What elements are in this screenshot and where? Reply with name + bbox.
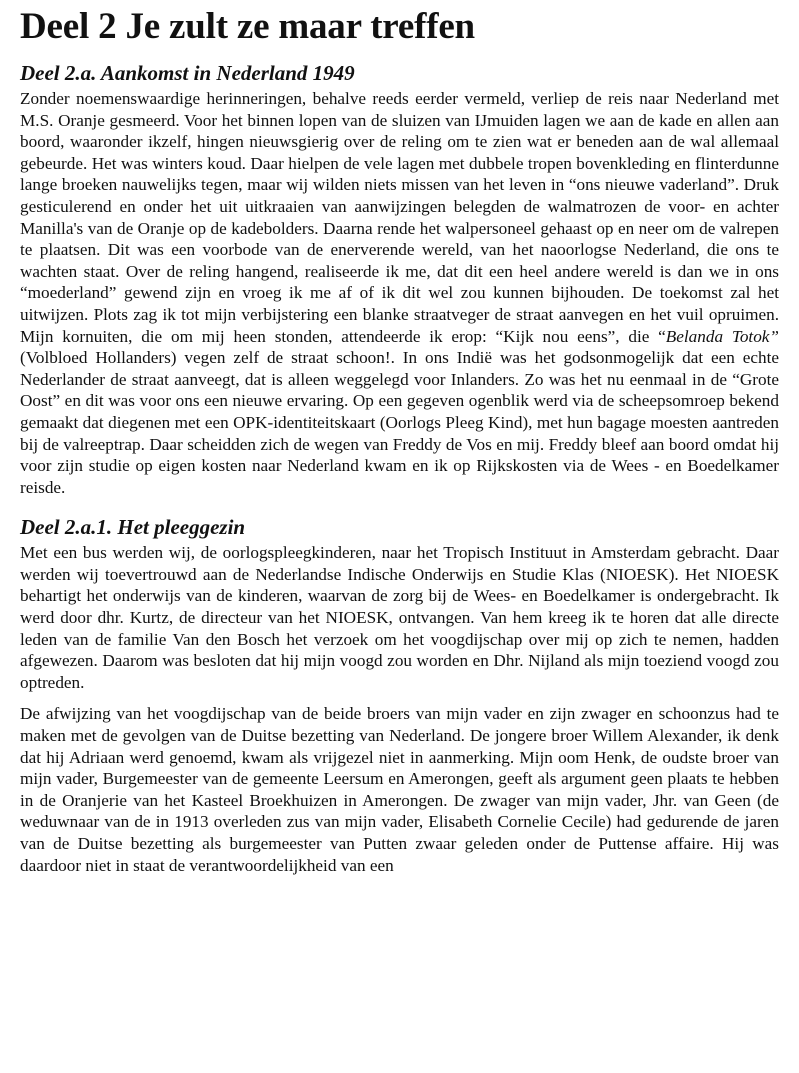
- page-title: Deel 2 Je zult ze maar treffen: [20, 6, 475, 47]
- paragraph-aankomst: [20, 88, 779, 498]
- section-heading-aankomst: Deel 2.a. Aankomst in Nederland 1949: [20, 61, 355, 85]
- paragraph-text: Zonder noemenswaardige herinneringen, behalve reeds eerder vermeld, verliep de reis naar Nederland met M.S. Oranje gesmeerd. Voor het binnen lopen van de sluizen van IJmuiden lagen we aan de kade en allen aan boord, waaronder ikzelf, hingen nieuwsgierig over de reling om te zien wat er beneden aan de wal allemaal gebeurde. Het was winters koud. Daar hielpen de vele lagen met dubbele tropen bovenkleding en flinterdunne lange broeken nauwelijks tegen, maar wij wilden niets missen van het leven in “ons nieuwe vaderland”. Druk gesticulerend en onder het uit uitkraaien van aanwijzingen belegden de walmatrozen de voor- en achter Manilla's van de Oranje op de kadebolders. Daarna rende het walpersoneel gehaast op en neer om de valrepen te plaatsen. Dit was een voorbode van de enerverende wereld, van het naoorlogse Nederland, die ons te wachten staat. Over de reling hangend, realiseerde ik me, dat dit een heel andere wereld is dan we in ons “moederland” gewend zijn en vroeg ik me af of ik dit wel zou kunnen bijhouden. De toekomst zal het uitwijzen. Plots zag ik tot mijn verbijstering een blanke straatveger de straat aanvegen en het vuil opruimen. Mijn kornuiten, die om mij heen stonden, attendeerde ik erop: “Kijk nou eens”, die “: [20, 89, 779, 346]
- paragraph-text: (Volbloed Hollanders) vegen zelf de straat schoon!. In ons Indië was het godsonmogelijk dat een echte Nederlander de straat aanveegt, dat is alleen weggelegd voor Inlanders. Zo was het nu eenmaal in de “Grote Oost” en dit was voor ons een nieuwe ervaring. Op een gegeven ogenblik werd via de scheepsomroep bekend gemaakt dat diegenen met een OPK-identiteitskaart (Oorlogs Pleeg Kind), met hun bagage moesten aantreden bij de valreeptrap. Daar scheidden zich de wegen van Freddy de Vos en mij. Freddy bleef aan boord omdat hij voor zijn studie op eigen kosten naar Nederland kwam en ik op Rijkskosten via de Wees - en Boedelkamer reisde.: [20, 348, 779, 497]
- paragraph-pleeggezin-1: Met een bus werden wij, de oorlogspleegkinderen, naar het Tropisch Instituut in Amsterdam gebracht. Daar werden wij toevertrouwd aan de Nederlandse Indische Onderwijs en Studie Klas (NIOESK). Het NIOESK behartigt het onderwijs van de kinderen, waarvan de zorg bij de Wees- en Boedelkamer is ondergebracht. Ik werd door dhr. Kurtz, de directeur van het NIOESK, ontvangen. Van hem kreeg ik te horen dat alle directe leden van de familie Van den Bosch het verzoek om het voogdijschap over mij op zich te nemen, hadden afgewezen. Daarom was besloten dat hij mijn voogd zou worden en Dhr. Nijland als mijn toeziend voogd zou optreden.: [20, 543, 779, 692]
- italic-term: Belanda Totok”: [665, 326, 779, 346]
- paragraph-pleeggezin-2: De afwijzing van het voogdijschap van de beide broers van mijn vader en zijn zwager en schoonzus had te maken met de gevolgen van de Duitse bezetting van Nederland. De jongere broer Willem Alexander, ik denk dat hij Adriaan werd genoemd, kwam als vrijgezel niet in aanmerking. Mijn oom Henk, de oudste broer van mijn vader, Burgemeester van de gemeente Leersum en Amerongen, geeft als argument geen plaats te hebben in de Oranjerie van het Kasteel Broekhuizen in Amerongen. De zwager van mijn vader, Jhr. van Geen (de weduwnaar van de in 1913 overleden zus van mijn vader, Elisabeth Cornelie Cecile) had gedurende de jaren van de Duitse bezetting als burgemeester van Putten zwaar geleden onder de Puttense affaire. Hij was daardoor niet in staat de verantwoordelijkheid van een: [20, 704, 779, 875]
- section-heading-pleeggezin: Deel 2.a.1. Het pleeggezin: [20, 515, 246, 540]
